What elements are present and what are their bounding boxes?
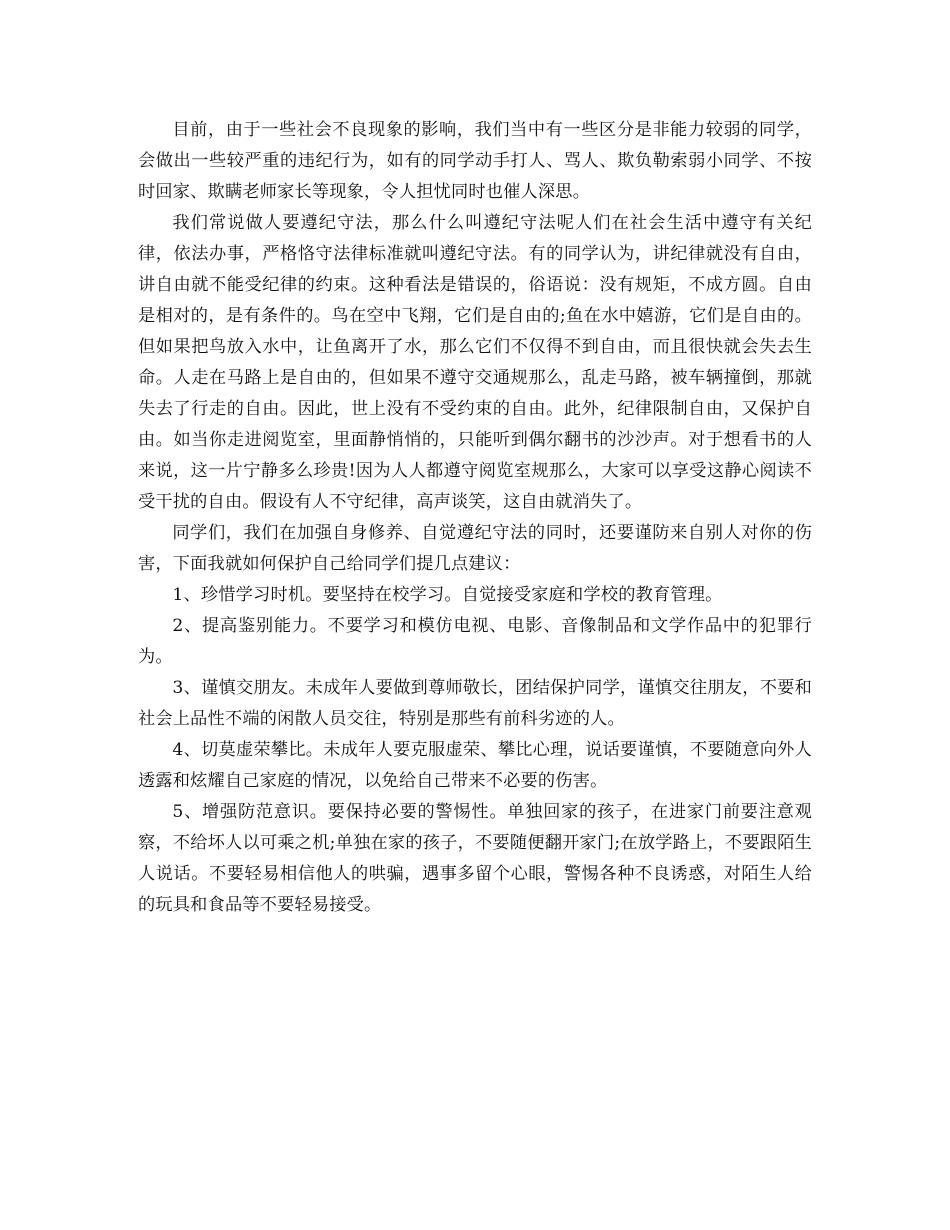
advice-item-2: 2、提高鉴别能力。不要学习和模仿电视、电影、音像制品和文学作品中的犯罪行为。 — [138, 616, 812, 667]
advice-item-1: 1、珍惜学习时机。要坚持在校学习。自觉接受家庭和学校的教育管理。 — [172, 585, 723, 605]
paragraph-discipline: 我们常说做人要遵纪守法，那么什么叫遵纪守法呢人们在社会生活中遵守有关纪律，依法办事，严格恪守法律标准就叫遵纪守法。有的同学认为，讲纪律就没有自由，讲自由就不能受纪律的约束。这种看法是错误的，俗语说：没有规矩，不成方圆。自由是相对的，是有条件的。鸟在空中飞翔，它们是自由的;鱼在水中嬉游，它们是自由的。但如果把鸟放入水中，让鱼离开了水，那么它们不仅得不到自由，而且很快就会失去生命。人走在马路上是自由的，但如果不遵守交通规那么，乱走马路，被车辆撞倒，那就失去了行走的自由。因此，世上没有不受约束的自由。此外，纪律限制自由，又保护自由。如当你走进阅览室，里面静悄悄的，只能听到偶尔翻书的沙沙声。对于想看书的人来说，这一片宁静多么珍贵!因为人人都遵守阅览室规那么，大家可以享受这静心阅读不受干扰的自由。假设有人不守纪律，高声谈笑，这自由就消失了。 — [138, 213, 812, 512]
advice-item-5: 5、增强防范意识。要保持必要的警惕性。单独回家的孩子，在进家门前要注意观察，不给坏人以可乘之机;单独在家的孩子，不要随便翻开家门;在放学路上，不要跟陌生人说话。不要轻易相信他人的哄骗，遇事多留个心眼，警惕各种不良诱惑，对陌生人给的玩具和食品等不要轻易接受。 — [138, 802, 812, 915]
advice-item-4: 4、切莫虚荣攀比。未成年人要克服虚荣、攀比心理，说话要谨慎，不要随意向外人透露和炫耀自己家庭的情况，以免给自己带来不必要的伤害。 — [138, 740, 812, 791]
paragraph-advice-intro: 同学们，我们在加强自身修养、自觉遵纪守法的同时，还要谨防来自别人对你的伤害，下面我就如何保护自己给同学们提几点建议： — [138, 523, 812, 574]
document-body — [138, 115, 812, 921]
paragraph-intro: 目前，由于一些社会不良现象的影响，我们当中有一些区分是非能力较弱的同学，会做出一些较严重的违纪行为，如有的同学动手打人、骂人、欺负勒索弱小同学、不按时回家、欺瞒老师家长等现象，令人担忧同时也催人深思。 — [138, 120, 812, 202]
advice-item-3: 3、谨慎交朋友。未成年人要做到尊师敬长，团结保护同学，谨慎交往朋友，不要和社会上品性不端的闲散人员交往，特别是那些有前科劣迹的人。 — [138, 678, 812, 729]
